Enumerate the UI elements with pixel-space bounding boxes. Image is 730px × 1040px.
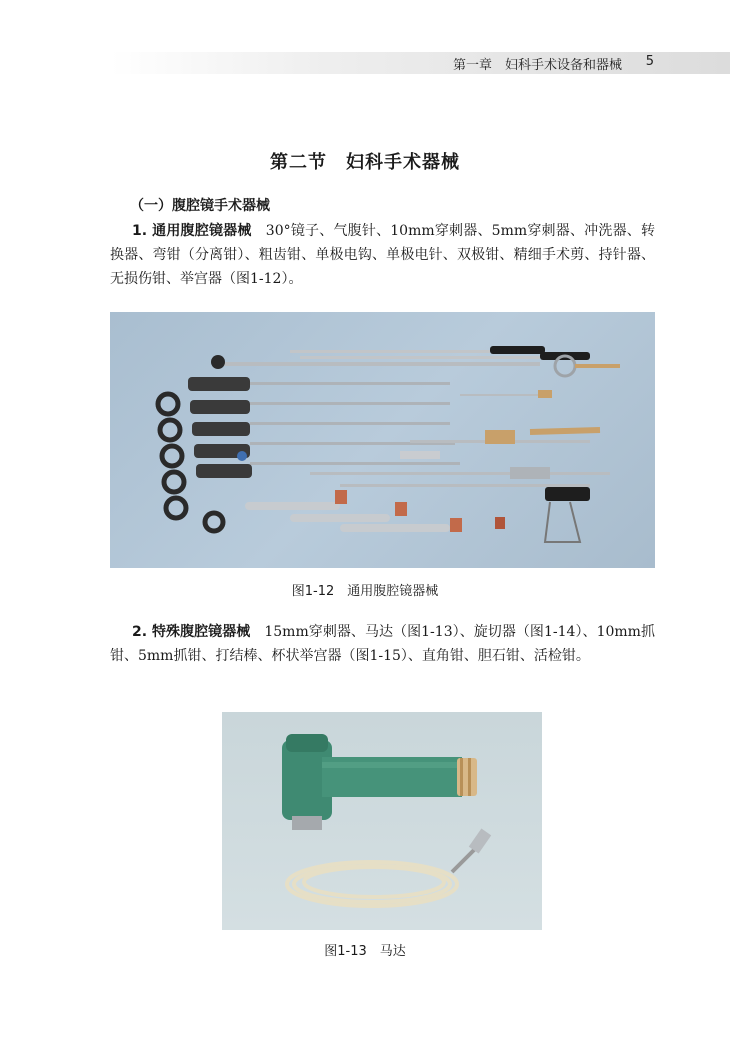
- figure-caption: 图1-12 通用腹腔镜器械: [291, 584, 439, 599]
- paragraph-body: 15mm穿刺器、马达（图1-13）、旋切器（图1-14）、10mm抓钳、5mm抓钳、打结棒、杯状举宫器（图1-15）、直角钳、胆石钳、活检钳。: [110, 624, 655, 664]
- figure-general-laparoscopic-instruments: [110, 312, 655, 568]
- paragraph-special-instruments: [110, 620, 655, 668]
- figure-caption: 图1-13 马达: [324, 944, 406, 959]
- instruments-photo: [110, 312, 655, 568]
- paragraph-body: 30°镜子、气腹针、10mm穿刺器、5mm穿刺器、冲洗器、转换器、弯钳（分离钳）、粗齿钳、单极电钩、单极电针、双极钳、精细手术剪、持针器、无损伤钳、举宫器（图1-12）。: [110, 223, 655, 287]
- motor-photo: [222, 712, 542, 930]
- paragraph-general-instruments: [110, 219, 655, 291]
- chapter-title: 第一章 妇科手术设备和器械: [452, 58, 622, 73]
- section-title: 第二节 妇科手术器械: [270, 152, 460, 173]
- figure-motor: [222, 712, 542, 930]
- paragraph-lead: 2. 特殊腹腔镜器械: [132, 624, 251, 640]
- running-header: [110, 52, 730, 74]
- paragraph-lead: 1. 通用腹腔镜器械: [132, 223, 252, 239]
- subsection-title: （一）腹腔镜手术器械: [130, 198, 270, 214]
- page-number: 5: [645, 54, 654, 69]
